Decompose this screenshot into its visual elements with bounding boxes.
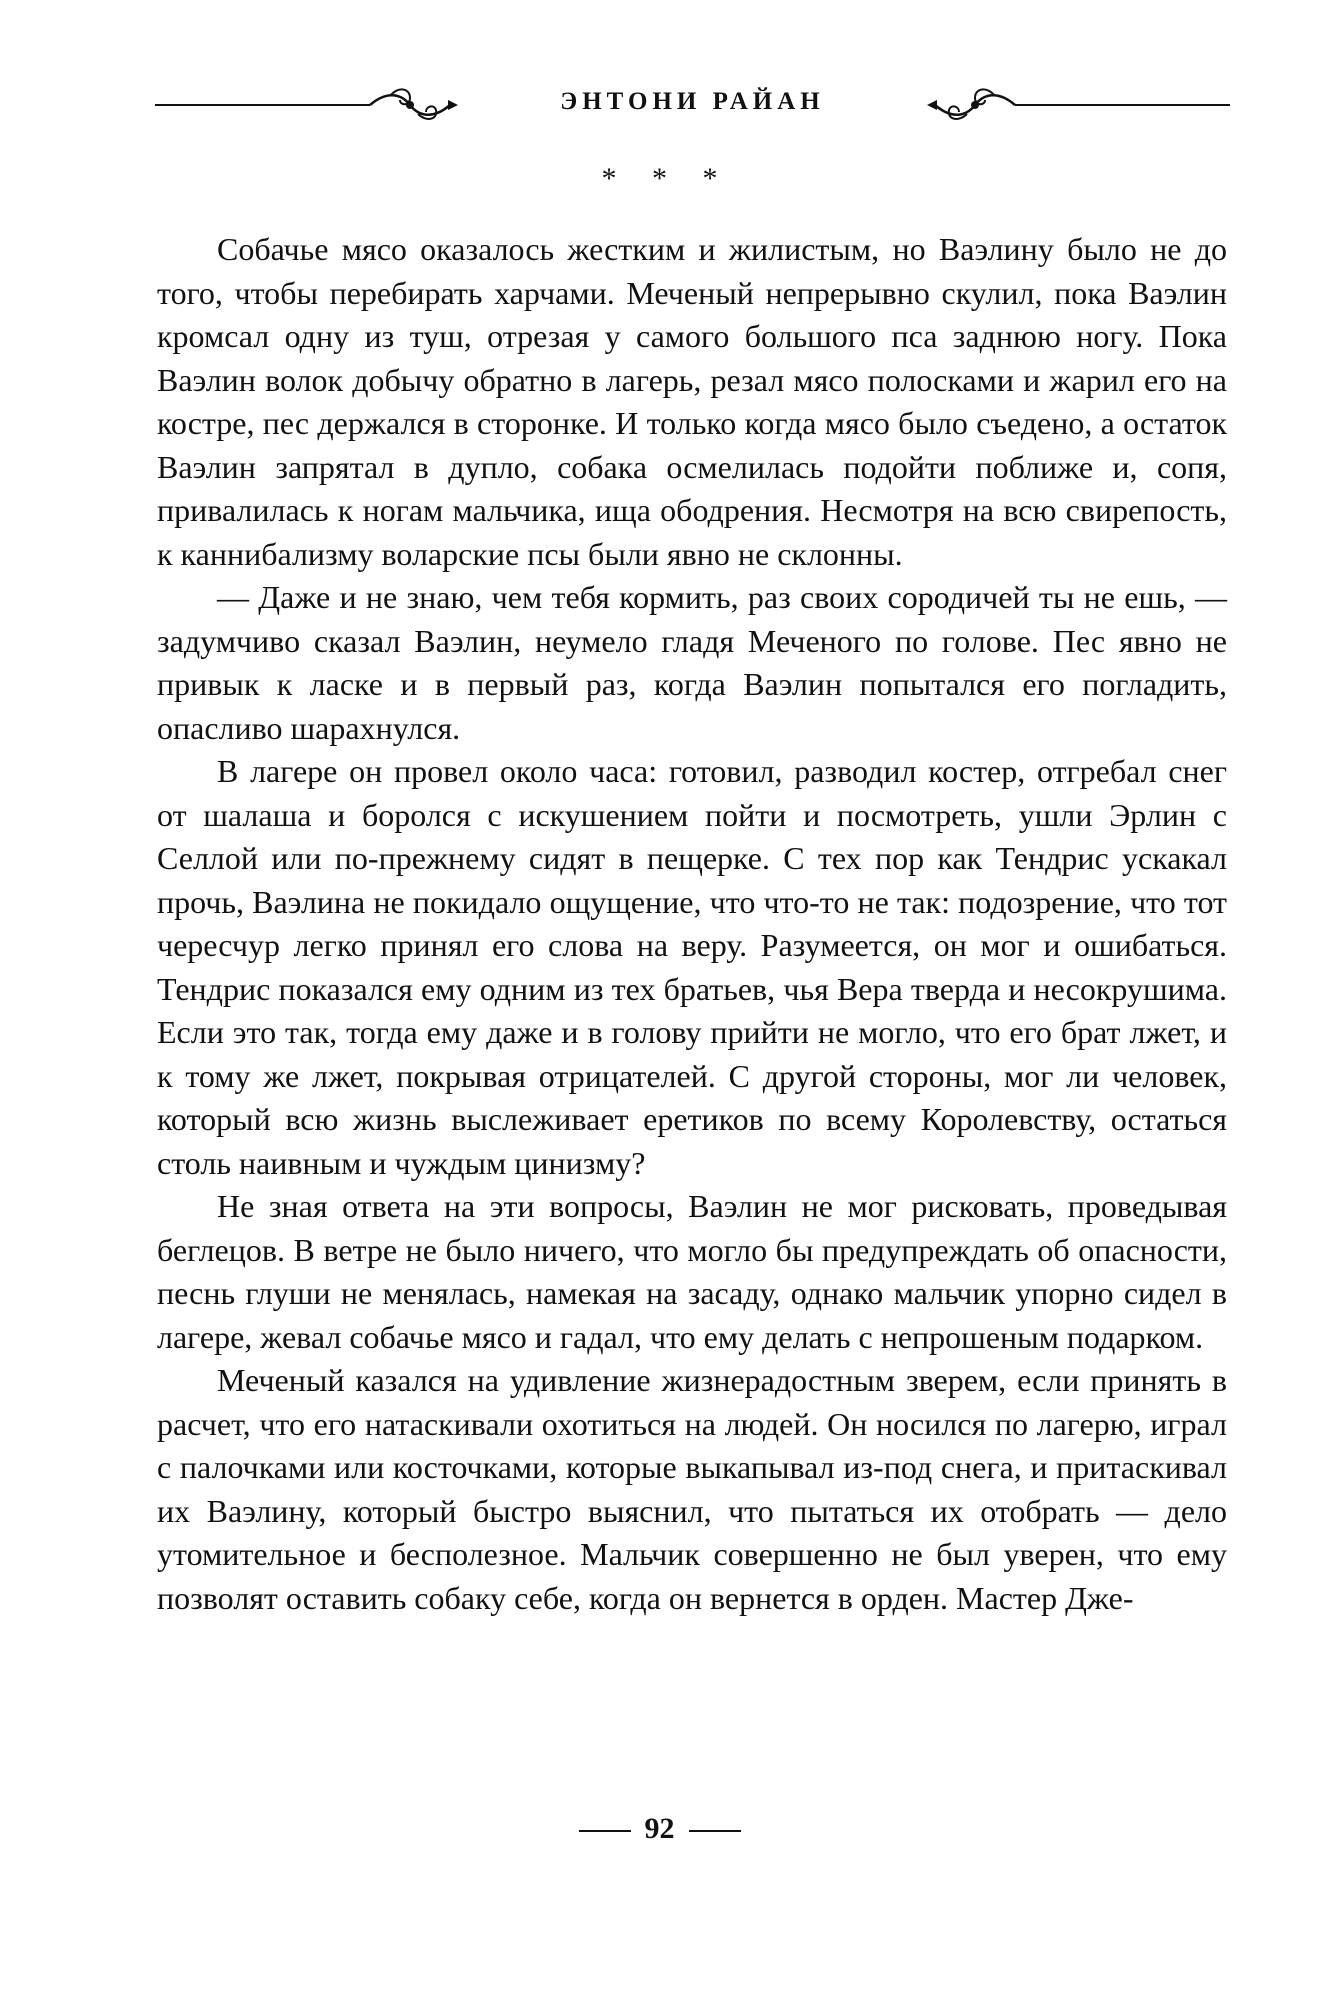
ornament-right-icon (925, 82, 1025, 128)
paragraph: В лагере он провел около часа: готовил, разводил костер, отгребал снег от шалаша и боролся с искушением пойти и посмотреть, ушли Эрлин с Селлой или по-прежнему сидят в пещерке. С тех пор как Тендрис ускакал прочь, Ваэлина не покидало ощущение, что что-то не так: подозрение, что тот чересчур легко принял его слова на веру. Разумеется, он мог и ошибаться. Тендрис показался ему одним из тех братьев, чья Вера тверда и несокрушима. Если это так, тогда ему даже и в голову прийти не могло, что его брат лжет, и к тому же лжет, покрывая отрицателей. С другой стороны, мог ли человек, который всю жизнь выслеживает еретиков по всему Королевству, остаться столь наивным и чуждым цинизму? (157, 753, 1227, 1181)
paragraph: Меченый казался на удивление жизнерадостным зверем, если принять в расчет, что его натаскивали охотиться на людей. Он носился по лагерю, играл с палочками или косточками, которые выкапывал из-под снега, и притаскивал их Ваэлину, который быстро выяснил, что пытаться их отобрать — дело утомительное и бесполезное. Мальчик совершенно не был уверен, что ему позволят оставить собаку себе, когда он вернется в орден. Мастер Дже- (157, 1362, 1227, 1616)
page-number-footer (0, 1812, 1319, 1846)
paragraph: — Даже и не знаю, чем тебя кормить, раз своих сородичей ты не ешь, — задумчиво сказал Ваэлин, неумело гладя Меченого по голове. Пес явно не привык к ласке и в первый раз, когда Ваэлин попытался его погладить, опасливо шарахнулся. (157, 579, 1227, 746)
paragraph: Не зная ответа на эти вопросы, Ваэлин не мог рисковать, проведывая беглецов. В ветре не было ничего, что могло бы предупреждать об опасности, песнь глуши не менялась, намекая на засаду, однако мальчик упорно сидел в лагере, жевал собачье мясо и гадал, что ему делать с непрошеным подарком. (157, 1188, 1227, 1355)
running-header (155, 82, 1230, 128)
page-number: 92 (644, 1812, 675, 1845)
running-header-author: ЭНТОНИ РАЙАН (560, 88, 825, 115)
header-rule-right (1015, 104, 1230, 106)
section-break: * * * (601, 162, 732, 195)
folio-dash-left (579, 1830, 631, 1832)
folio-dash-right (689, 1830, 741, 1832)
text-body (157, 228, 1227, 1620)
paragraph: Собачье мясо оказалось жестким и жилистым, но Ваэлину было не до того, чтобы перебирать харчами. Меченый непрерывно скулил, пока Ваэлин кромсал одну из туш, отрезая у самого большого пса заднюю ногу. Пока Ваэлин волок добычу обратно в лагерь, резал мясо полосками и жарил его на костре, пес держался в сторонке. И только когда мясо было съедено, а остаток Ваэлин запрятал в дупло, собака осмелилась подойти поближе и, сопя, привалилась к ногам мальчика, ища ободрения. Несмотря на всю свирепость, к каннибализму воларские псы были явно не склонны. (157, 231, 1227, 572)
